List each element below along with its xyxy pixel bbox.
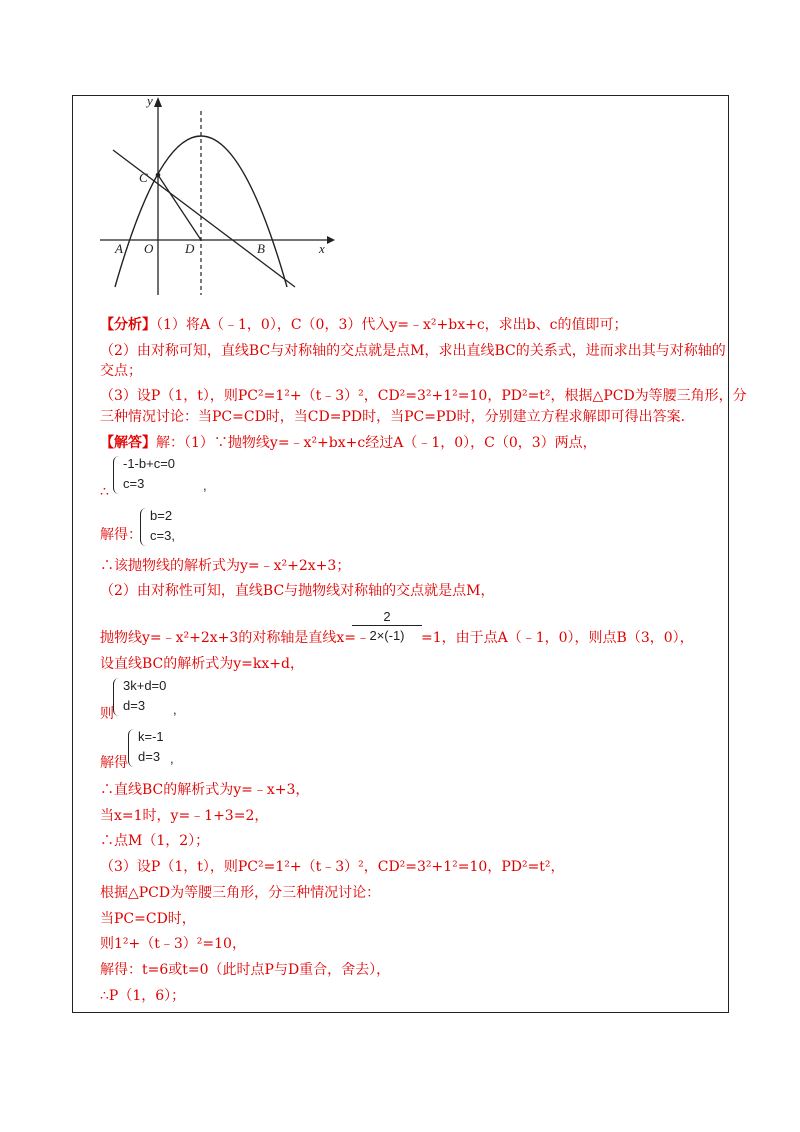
fraction: $\frac{2}{2\times(-1)}$ bbox=[352, 608, 422, 645]
symmetry-line: （2）由对称性可知，直线BC与抛物线对称轴的交点就是点M， bbox=[100, 583, 495, 599]
case-1-solution: 解得：t=6或t=0（此时点P与D重合，舍去）， bbox=[100, 962, 391, 978]
y-axis-label: y bbox=[147, 95, 153, 108]
analysis-line-4: （3）设P（1，t），则PC²=1²+（t﹣3）²，CD²=3²+1²=10，PD²=t²，根据△PCD为等腰三角形，分 bbox=[100, 388, 747, 404]
case-1-result: ∴P（1，6）； bbox=[100, 988, 186, 1004]
solve-label-1: 解得： bbox=[100, 527, 142, 543]
axis-calculation-a: 抛物线y=﹣x²+2x+3的对称轴是直线x=﹣ bbox=[100, 630, 370, 646]
substitution-line: 当x=1时，y=﹣1+3=2， bbox=[100, 808, 269, 824]
case-discussion: 根据△PCD为等腰三角形，分三种情况讨论： bbox=[100, 885, 381, 901]
analysis-line-2: （2）由对称可知，直线BC与对称轴的交点就是点M，求出直线BC的关系式，进而求出其与对称轴的 bbox=[100, 343, 726, 359]
solution-line-1: 【解答】解：（1）∵抛物线y=﹣x²+bx+c经过A（﹣1，0），C（0，3）两点， bbox=[100, 435, 597, 451]
point-d-label: D bbox=[185, 241, 195, 256]
origin-label: O bbox=[144, 241, 154, 256]
case-1-equation: 则1²+（t﹣3）²=10， bbox=[100, 936, 246, 952]
case-1: 当PC=CD时， bbox=[100, 911, 196, 927]
parabola-expression: ∴该抛物线的解析式为y=﹣x²+2x+3； bbox=[100, 558, 351, 574]
point-a-label: A bbox=[115, 241, 123, 256]
parabola-figure bbox=[95, 95, 345, 305]
then-label: 则 bbox=[100, 706, 114, 722]
axis-calculation-b: =1，由于点A（﹣1，0），则点B（3，0）， bbox=[421, 630, 694, 646]
therefore-line: ∴ bbox=[100, 484, 109, 500]
solve-label-2: 解得 bbox=[100, 755, 128, 771]
point-b-label: B bbox=[257, 241, 265, 256]
line-bc-expression: ∴直线BC的解析式为y=﹣x+3， bbox=[100, 782, 310, 798]
line-bc-setup: 设直线BC的解析式为y=kx+d， bbox=[100, 656, 304, 672]
analysis-line-3: 交点； bbox=[100, 363, 142, 379]
analysis-line-5: 三种情况讨论：当PC=CD时，当CD=PD时，当PC=PD时，分别建立方程求解即可得出答案． bbox=[100, 409, 695, 425]
point-m-line: ∴点M（1，2）； bbox=[100, 833, 210, 849]
x-axis-label: x bbox=[319, 241, 325, 256]
analysis-line-1: 【分析】（1）将A（﹣1，0），C（0，3）代入y=﹣x²+bx+c，求出b、c的值即可； bbox=[100, 317, 628, 333]
part3-setup: （3）设P（1，t），则PC²=1²+（t﹣3）²，CD²=3²+1²=10，PD²=t²， bbox=[100, 859, 565, 875]
point-c-label: C bbox=[139, 170, 148, 185]
